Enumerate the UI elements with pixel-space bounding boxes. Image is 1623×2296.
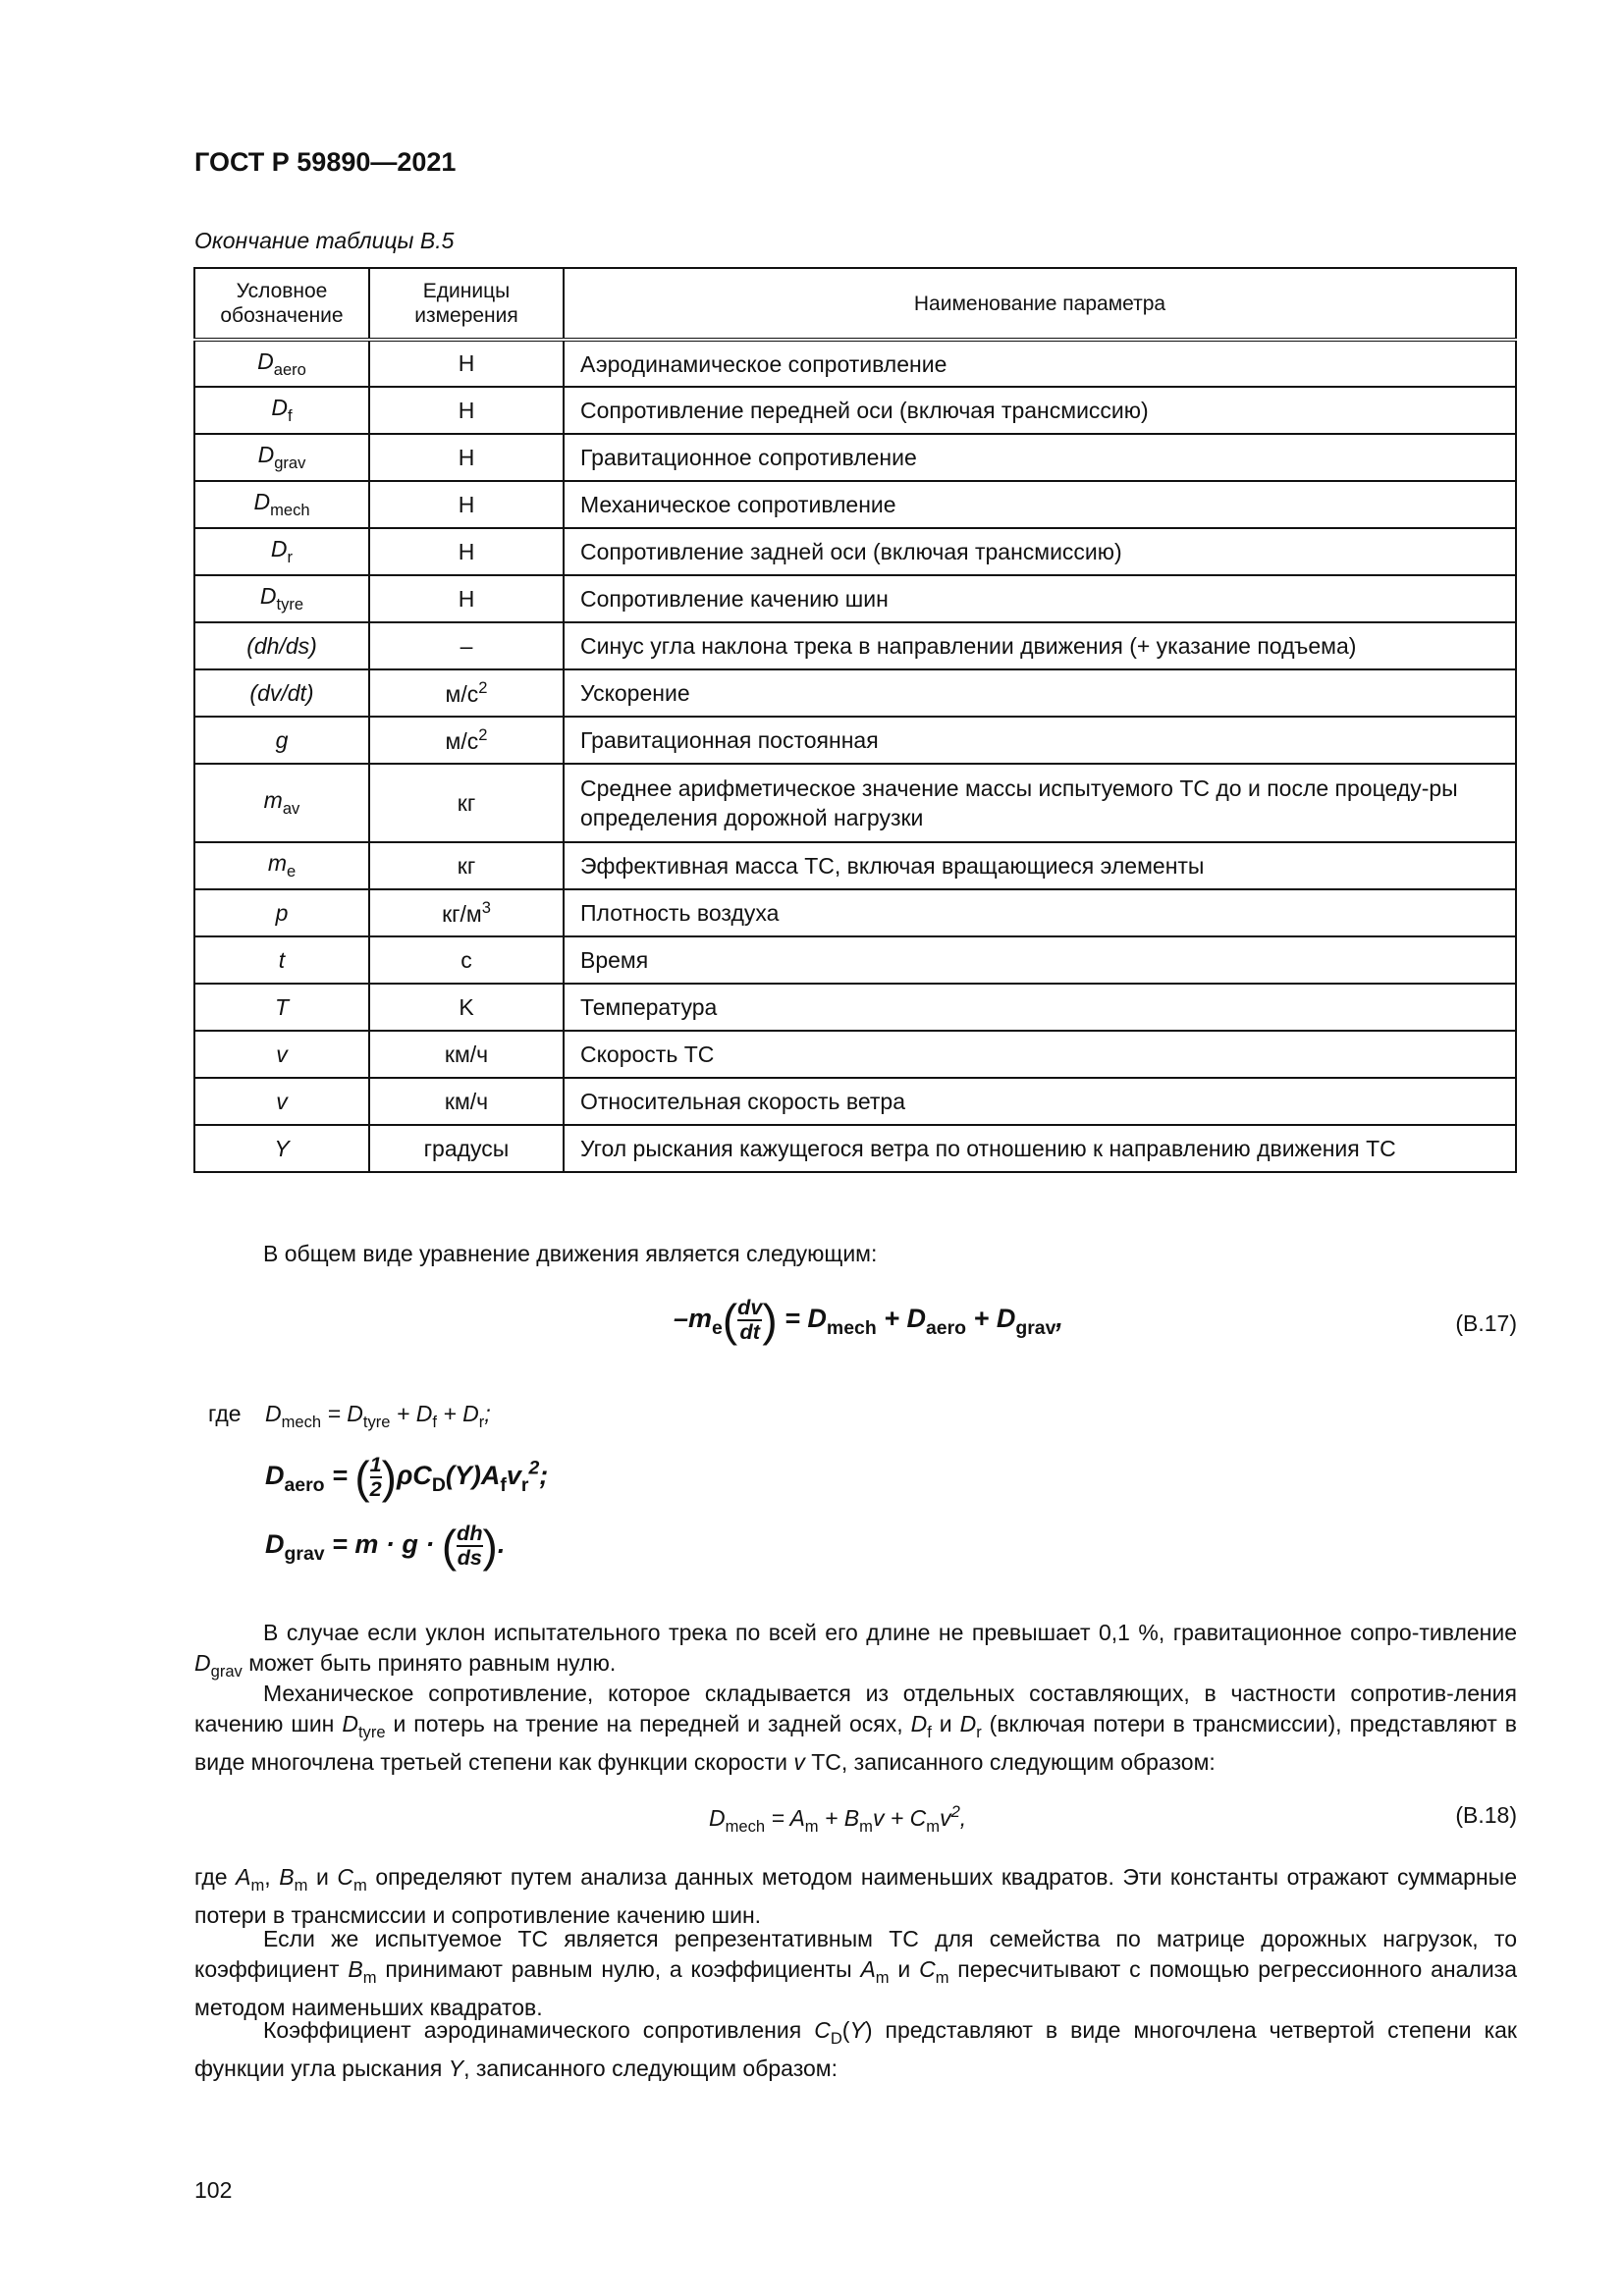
table-row <box>194 1078 1516 1125</box>
cell-symbol: $D_{aero}$ <box>194 340 369 387</box>
table-row <box>194 622 1516 669</box>
table-row <box>194 717 1516 764</box>
cell-name: Время <box>564 936 1516 984</box>
cell-unit: – <box>369 622 564 669</box>
cell-unit: Н <box>369 387 564 434</box>
equation-b18: $D_{mech} = A_m + B_mv + C_mv^2$, <box>709 1802 967 1836</box>
where-label: где <box>208 1401 242 1426</box>
cell-name: Температура <box>564 984 1516 1031</box>
cell-symbol: v <box>194 1031 369 1078</box>
cell-symbol: Y <box>194 1125 369 1172</box>
cell-name: Угол рыскания кажущегося ветра по отношению к направлению движения ТС <box>564 1125 1516 1172</box>
cell-name: Скорость ТС <box>564 1031 1516 1078</box>
cell-unit: Н <box>369 481 564 528</box>
cell-unit: $м/с^2$ <box>369 669 564 717</box>
cell-unit: Н <box>369 575 564 622</box>
cell-symbol: $D_f$ <box>194 387 369 434</box>
header-symbol: Условное обозначение <box>194 268 369 340</box>
equation-b17: $-m_e$( $\frac{dv}{dt}$ ) = $D_{mech} + D_{aero} + D_{grav}$, <box>674 1295 1063 1346</box>
cell-unit: кг <box>369 842 564 889</box>
cell-name: Гравитационное сопротивление <box>564 434 1516 481</box>
table-row <box>194 481 1516 528</box>
table-caption: Окончание таблицы В.5 <box>194 228 455 253</box>
cell-name: Среднее арифметическое значение массы испытуемого ТС до и после процеду-ры определения дорожной нагрузки <box>564 764 1516 842</box>
document-header: ГОСТ Р 59890—2021 <box>194 147 457 177</box>
cell-symbol: g <box>194 717 369 764</box>
table-row <box>194 1031 1516 1078</box>
page-number: 102 <box>194 2177 233 2203</box>
cell-unit: K <box>369 984 564 1031</box>
cell-symbol: $D_r$ <box>194 528 369 575</box>
cell-name: Аэродинамическое сопротивление <box>564 340 1516 387</box>
paragraph-representative: Если же испытуемое ТС является репрезентативным ТС для семейства по матрице дорожных нагрузок, то коэффициент $B_m$ принимают равным нулю, а коэффициенты $A_m$ и $C_m$ пересчитывают с помощью регрессионного анализа методом наименьших квадратов. <box>194 1926 1518 2020</box>
cell-name: Ускорение <box>564 669 1516 717</box>
cell-symbol: $D_{grav}$ <box>194 434 369 481</box>
table-row <box>194 764 1516 842</box>
table-row <box>194 387 1516 434</box>
paragraph-mech: Механическое сопротивление, которое складывается из отдельных составляющих, в частности сопротив-ления качению шин $D_{tyre}$ и потерь на трение на передней и задней осях, $D_f$ и $D_r$ (включая потери в трансмиссии), представляют в виде многочлена третьей степени как функции скорости v ТС, записанного следующим образом: <box>194 1681 1517 1775</box>
table-row <box>194 842 1516 889</box>
table-row <box>194 528 1516 575</box>
definition-dgrav: $D_{grav} = m \cdot g$ · ( $\frac{dh}{ds}$ ). <box>265 1521 506 1572</box>
cell-name: Сопротивление качению шин <box>564 575 1516 622</box>
cell-unit: км/ч <box>369 1031 564 1078</box>
table-row <box>194 575 1516 622</box>
cell-symbol: $D_{tyre}$ <box>194 575 369 622</box>
cell-unit: с <box>369 936 564 984</box>
cell-unit: кг <box>369 764 564 842</box>
cell-symbol: p <box>194 889 369 936</box>
cell-name: Синус угла наклона трека в направлении движения (+ указание подъема) <box>564 622 1516 669</box>
definition-dmech: $D_{mech} = D_{tyre} + D_f + D_r$; <box>265 1401 491 1431</box>
cell-symbol: (dh/ds) <box>194 622 369 669</box>
cell-name: Механическое сопротивление <box>564 481 1516 528</box>
cell-unit: Н <box>369 528 564 575</box>
paragraph-equation-intro: В общем виде уравнение движения является следующим: <box>263 1241 878 1266</box>
cell-name: Эффективная масса ТС, включая вращающиеся элементы <box>564 842 1516 889</box>
cell-symbol: $D_{mech}$ <box>194 481 369 528</box>
cell-name: Гравитационная постоянная <box>564 717 1516 764</box>
cell-unit: градусы <box>369 1125 564 1172</box>
cell-unit: Н <box>369 340 564 387</box>
cell-name: Плотность воздуха <box>564 889 1516 936</box>
cell-unit: $кг/м^3$ <box>369 889 564 936</box>
cell-name: Относительная скорость ветра <box>564 1078 1516 1125</box>
table-row <box>194 889 1516 936</box>
table-row <box>194 984 1516 1031</box>
header-name: Наименование параметра <box>564 268 1516 340</box>
parameters-table <box>193 267 1517 1173</box>
paragraph-coefficients: где $A_m$, $B_m$ и $C_m$ определяют путем анализа данных методом наименьших квадратов. Эти константы отражают суммарные потери в трансмиссии и сопротивление качению шин. <box>194 1864 1517 1928</box>
cell-symbol: v <box>194 1078 369 1125</box>
cell-unit: Н <box>369 434 564 481</box>
table-header-row <box>194 268 1516 340</box>
cell-unit: $м/с^2$ <box>369 717 564 764</box>
equation-number-b18: (В.18) <box>1455 1802 1517 1828</box>
table-row <box>194 340 1516 387</box>
table-row <box>194 434 1516 481</box>
cell-symbol: $m_e$ <box>194 842 369 889</box>
table-row <box>194 936 1516 984</box>
cell-name: Сопротивление задней оси (включая трансмиссию) <box>564 528 1516 575</box>
equation-number-b17: (В.17) <box>1455 1310 1517 1336</box>
cell-symbol: t <box>194 936 369 984</box>
header-unit: Единицы измерения <box>369 268 564 340</box>
paragraph-aero-coefficient: Коэффициент аэродинамического сопротивления $C_D(Y)$ представляют в виде многочлена четвертой степени как функции угла рыскания Y, записанного следующим образом: <box>194 2017 1517 2081</box>
table-row <box>194 1125 1516 1172</box>
cell-symbol: T <box>194 984 369 1031</box>
definition-daero: $D_{aero}$ = ( $\frac{1}{2}$ )$\rho C_D(Y)A_fv_r^2$; <box>265 1452 549 1503</box>
paragraph-grav: В случае если уклон испытательного трека по всей его длине не превышает 0,1 %, гравитационное сопро-тивление $D_{grav}$ может быть принято равным нулю. <box>194 1620 1517 1681</box>
cell-name: Сопротивление передней оси (включая трансмиссию) <box>564 387 1516 434</box>
table-row <box>194 669 1516 717</box>
cell-unit: км/ч <box>369 1078 564 1125</box>
cell-symbol: (dv/dt) <box>194 669 369 717</box>
cell-symbol: $m_{av}$ <box>194 764 369 842</box>
